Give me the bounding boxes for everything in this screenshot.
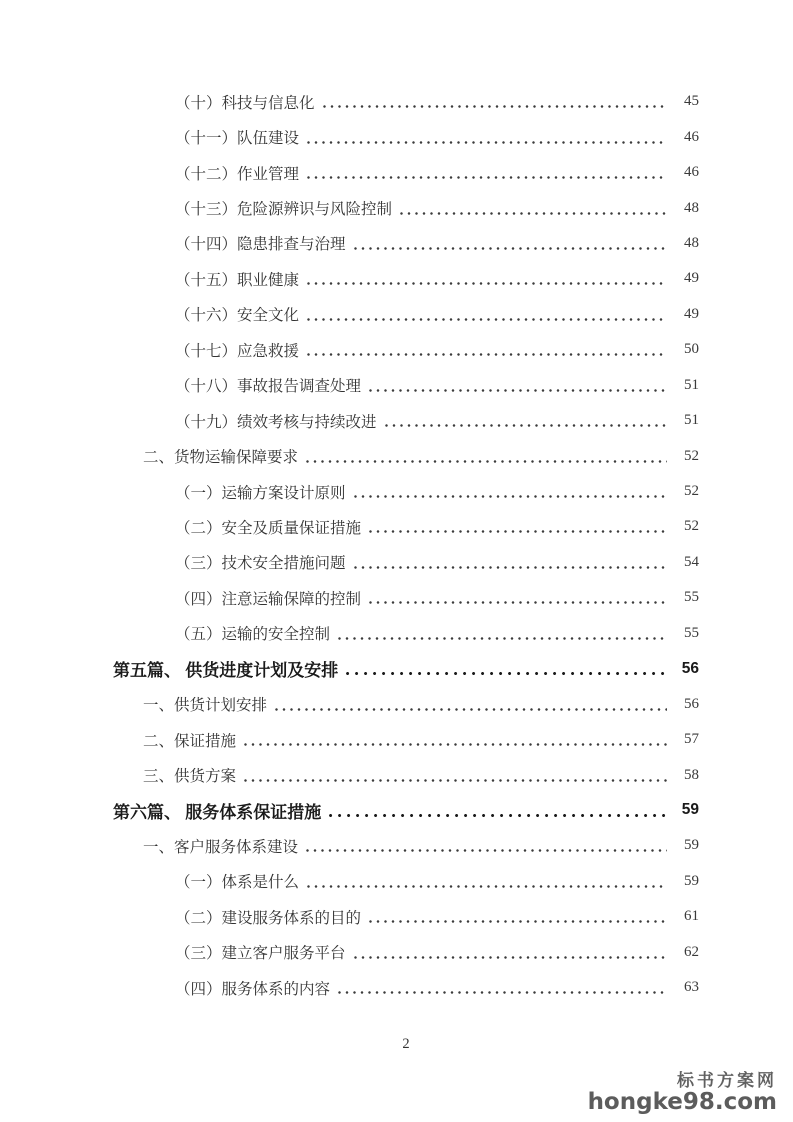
toc-entry-title: （十二）作业管理	[175, 165, 300, 183]
toc-entry-page-number: 45	[684, 93, 699, 110]
toc-entry-page-number: 55	[684, 624, 699, 641]
toc-entry[interactable]	[113, 155, 699, 190]
toc-entry-title: 一、客户服务体系建设	[143, 838, 299, 856]
toc-entry-page-number: 52	[684, 518, 699, 535]
toc-entry[interactable]	[113, 226, 699, 261]
toc-entry-page-number: 56	[681, 659, 699, 677]
toc-dot-leader	[323, 105, 667, 108]
toc-entry-title: （十六）安全文化	[175, 307, 300, 325]
toc-entry[interactable]	[113, 545, 699, 580]
toc-entry-page-number: 59	[684, 837, 699, 854]
page-number: 2	[402, 1036, 410, 1052]
toc-dot-leader	[307, 282, 667, 285]
toc-entry-page-number: 56	[684, 695, 699, 712]
toc-dot-leader	[369, 601, 667, 604]
toc-dot-leader	[307, 885, 667, 888]
toc-entry-title: （三）技术安全措施问题	[175, 555, 346, 573]
toc-dot-leader	[369, 530, 667, 533]
toc-entry-page-number: 59	[684, 872, 699, 889]
toc-entry-page-number: 62	[684, 943, 699, 960]
toc-entry[interactable]	[113, 119, 699, 154]
toc-entry-title: （十三）危险源辨识与风险控制	[175, 201, 393, 219]
toc-dot-leader	[354, 566, 667, 569]
toc-entry-page-number: 58	[684, 766, 699, 783]
toc-entry[interactable]	[113, 616, 699, 651]
toc-entry-page-number: 49	[684, 270, 699, 287]
toc-entry-title: （二）建设服务体系的目的	[175, 909, 362, 927]
toc-entry-title: 二、保证措施	[143, 732, 237, 750]
toc-entry[interactable]	[113, 368, 699, 403]
toc-entry-title: （一）运输方案设计原则	[175, 484, 346, 502]
toc-entry-title: （十一）队伍建设	[175, 130, 300, 148]
toc-entry[interactable]	[113, 509, 699, 544]
toc-entry[interactable]	[113, 864, 699, 899]
toc-entry[interactable]	[113, 757, 699, 792]
toc-entry-page-number: 51	[684, 412, 699, 429]
toc-dot-leader	[306, 460, 667, 463]
toc-entry-page-number: 51	[684, 376, 699, 393]
toc-entry-page-number: 52	[684, 483, 699, 500]
toc-entry-title: 一、供货计划安排	[143, 697, 268, 715]
toc-entry[interactable]	[113, 651, 699, 686]
toc-dot-leader	[385, 424, 667, 427]
toc-entry[interactable]	[113, 686, 699, 721]
toc-entry-page-number: 50	[684, 341, 699, 358]
toc-dot-leader	[369, 389, 667, 392]
toc-entry[interactable]	[113, 84, 699, 119]
toc-entry-title: （十）科技与信息化	[175, 94, 315, 112]
toc-entry-title: 二、货物运输保障要求	[143, 449, 299, 467]
toc-dot-leader	[369, 920, 667, 923]
toc-dot-leader	[307, 176, 667, 179]
toc-entry-page-number: 59	[681, 801, 699, 819]
toc-dot-leader	[329, 814, 667, 817]
toc-entry[interactable]	[113, 474, 699, 509]
toc-dot-leader	[244, 743, 667, 746]
toc-dot-leader	[354, 956, 667, 959]
toc-entry-page-number: 48	[684, 234, 699, 251]
toc-entry[interactable]	[113, 935, 699, 970]
toc-entry-title: 三、供货方案	[143, 768, 237, 786]
toc-entry-page-number: 52	[684, 447, 699, 464]
toc-dot-leader	[354, 495, 667, 498]
toc-entry[interactable]	[113, 793, 699, 828]
toc-dot-leader	[275, 708, 667, 711]
toc-entry[interactable]	[113, 899, 699, 934]
toc-dot-leader	[307, 141, 667, 144]
toc-entry-page-number: 48	[684, 199, 699, 216]
toc-entry[interactable]	[113, 261, 699, 296]
toc-entry-page-number: 46	[684, 128, 699, 145]
toc-entry-title: （三）建立客户服务平台	[175, 945, 346, 963]
toc-entry[interactable]	[113, 438, 699, 473]
toc-dot-leader	[346, 672, 667, 675]
watermark-site-url: hongke98.com	[587, 1089, 777, 1115]
toc-entry[interactable]	[113, 970, 699, 1005]
toc-dot-leader	[306, 849, 667, 852]
toc-entry-title: （十八）事故报告调查处理	[175, 378, 362, 396]
toc-entry-title: （十七）应急救援	[175, 342, 300, 360]
toc-dot-leader	[354, 247, 667, 250]
toc-entry[interactable]	[113, 403, 699, 438]
toc-entry-page-number: 49	[684, 305, 699, 322]
toc-dot-leader	[400, 212, 667, 215]
toc-entry-page-number: 63	[684, 979, 699, 996]
toc-entry[interactable]	[113, 332, 699, 367]
toc-dot-leader	[338, 637, 667, 640]
toc-entry[interactable]	[113, 722, 699, 757]
toc-dot-leader	[307, 318, 667, 321]
toc-entry[interactable]	[113, 190, 699, 225]
watermark-site-name: 标书方案网	[677, 1071, 777, 1091]
toc-entry-title: 第六篇、 服务体系保证措施	[113, 802, 322, 822]
table-of-contents	[113, 84, 699, 1005]
toc-entry[interactable]	[113, 297, 699, 332]
toc-entry-page-number: 61	[684, 908, 699, 925]
toc-dot-leader	[244, 779, 667, 782]
toc-entry-title: 第五篇、 供货进度计划及安排	[113, 661, 339, 681]
toc-dot-leader	[307, 353, 667, 356]
toc-entry[interactable]	[113, 828, 699, 863]
toc-entry-title: （四）注意运输保障的控制	[175, 590, 362, 608]
toc-entry[interactable]	[113, 580, 699, 615]
toc-entry-title: （十四）隐患排查与治理	[175, 236, 346, 254]
toc-entry-page-number: 46	[684, 164, 699, 181]
toc-entry-title: （十九）绩效考核与持续改进	[175, 413, 377, 431]
toc-entry-page-number: 57	[684, 731, 699, 748]
toc-entry-title: （一）体系是什么	[175, 874, 300, 892]
toc-entry-page-number: 54	[684, 553, 699, 570]
toc-entry-title: （二）安全及质量保证措施	[175, 519, 362, 537]
toc-entry-title: （十五）职业健康	[175, 271, 300, 289]
toc-entry-title: （五）运输的安全控制	[175, 626, 331, 644]
toc-entry-title: （四）服务体系的内容	[175, 980, 331, 998]
toc-dot-leader	[338, 991, 667, 994]
toc-entry-page-number: 55	[684, 589, 699, 606]
watermark	[588, 1073, 777, 1114]
